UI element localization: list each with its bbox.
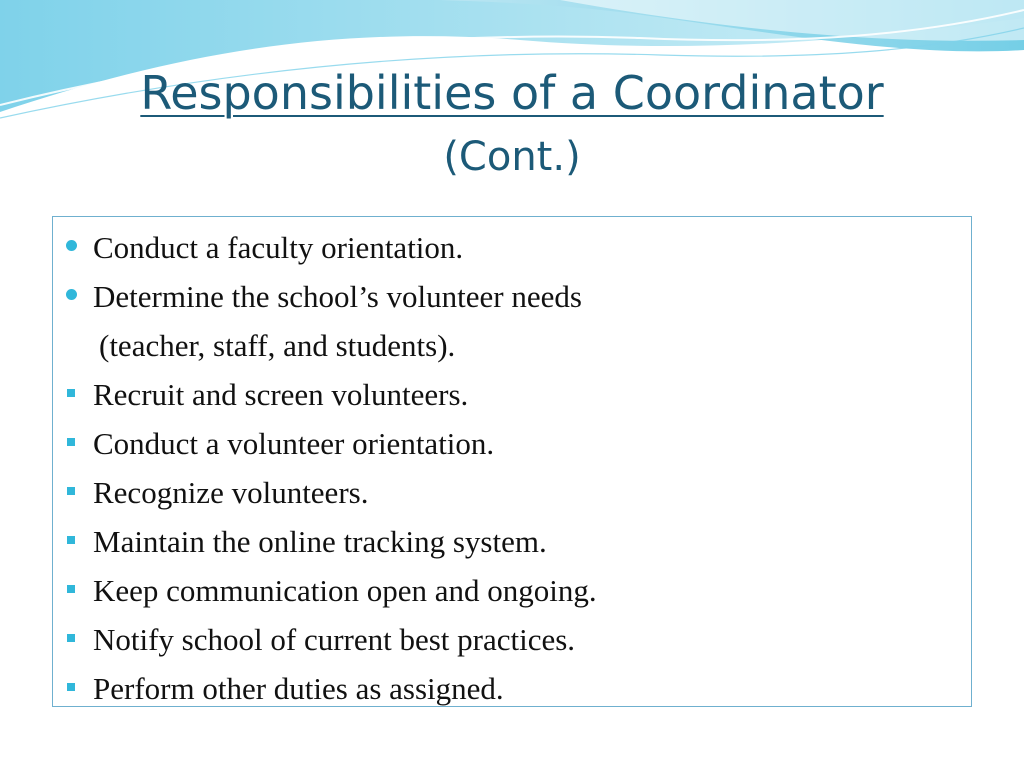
list-item: [53, 468, 971, 517]
list-item-text: Notify school of current best practices.: [93, 622, 576, 657]
list-item-text: (teacher, staff, and students).: [99, 328, 456, 363]
circle-bullet-icon: [66, 240, 77, 251]
list-item: [53, 566, 971, 615]
list-item-text: Perform other duties as assigned.: [93, 671, 504, 706]
square-bullet-icon: [67, 536, 75, 544]
list-item: [53, 517, 971, 566]
content-box: [52, 216, 972, 707]
slide-subtitle: (Cont.): [443, 134, 581, 181]
square-bullet-icon: [67, 585, 75, 593]
circle-bullet-icon: [66, 289, 77, 300]
list-item-continuation: [53, 321, 971, 370]
list-item-text: Conduct a volunteer orientation.: [93, 426, 495, 461]
square-bullet-icon: [67, 389, 75, 397]
square-bullet-icon: [67, 634, 75, 642]
list-item: [53, 272, 971, 321]
list-item-text: Maintain the online tracking system.: [93, 524, 547, 559]
square-bullet-icon: [67, 438, 75, 446]
slide-title-block: [0, 66, 1024, 181]
square-bullet-icon: [67, 683, 75, 691]
list-item: [53, 370, 971, 419]
list-item: [53, 419, 971, 468]
slide-title: Responsibilities of a Coordinator: [140, 66, 884, 120]
list-item-text: Recognize volunteers.: [93, 475, 369, 510]
list-item: [53, 223, 971, 272]
list-item-text: Determine the school’s volunteer needs: [93, 279, 582, 314]
square-bullet-icon: [67, 487, 75, 495]
list-item: [53, 615, 971, 664]
list-item-text: Keep communication open and ongoing.: [93, 573, 597, 608]
bullet-list: [53, 223, 971, 713]
list-item-text: Conduct a faculty orientation.: [93, 230, 464, 265]
list-item-text: Recruit and screen volunteers.: [93, 377, 469, 412]
list-item: [53, 664, 971, 713]
